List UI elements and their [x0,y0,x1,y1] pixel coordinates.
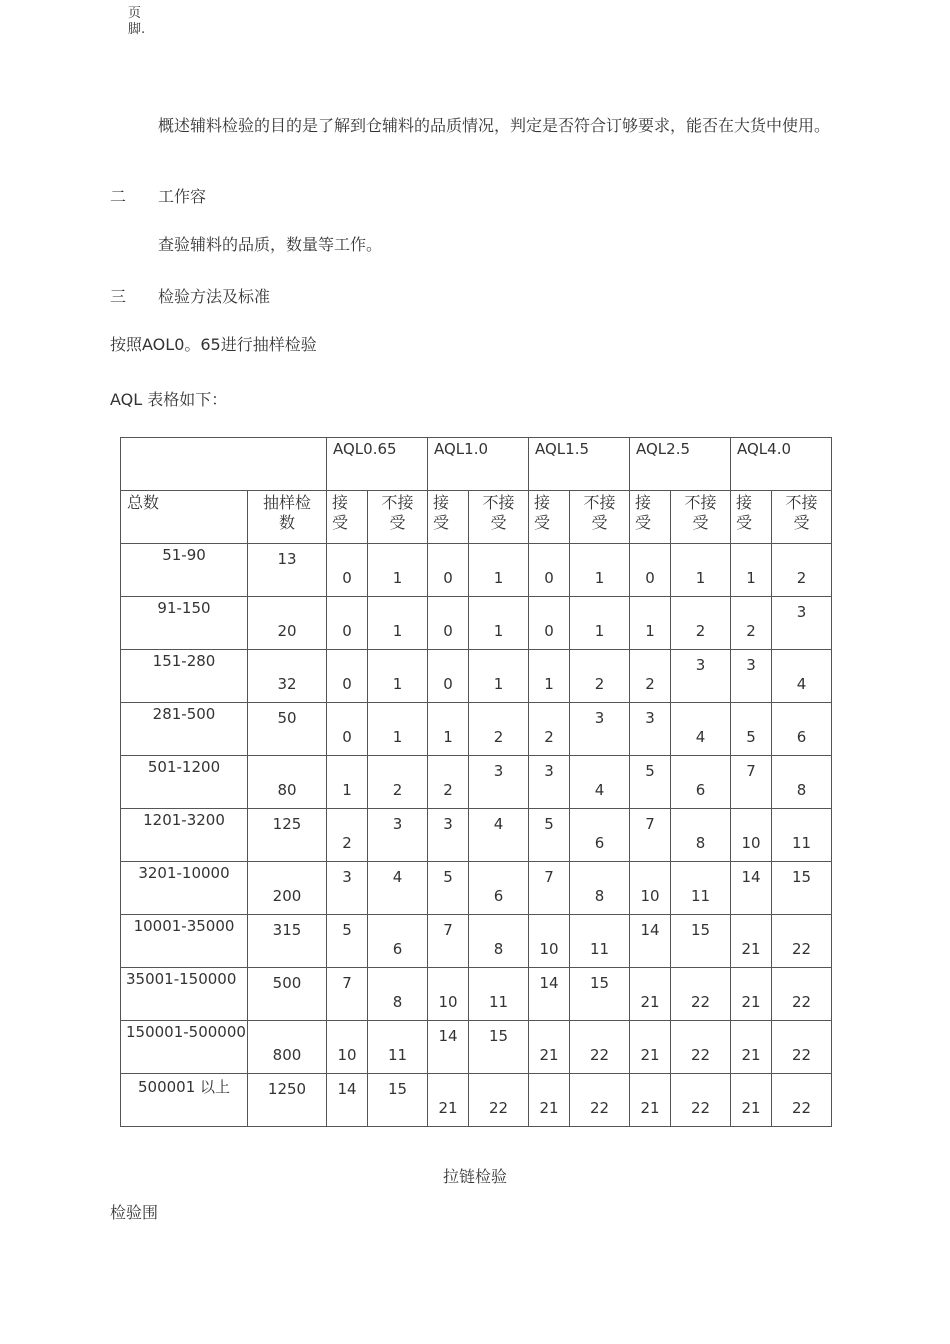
reject-value-cell: 11 [671,862,731,915]
aql-corner-cell [121,438,327,491]
footer-mark-line-2: 脚. [128,22,146,37]
aql-column-header-row [121,491,832,544]
accept-value-cell: 21 [731,968,772,1021]
accept-value-cell: 21 [630,1074,671,1127]
lot-size-cell: 91-150 [121,597,248,650]
aql-note-prefix: 按照 [110,335,143,354]
aql-table-row [121,756,832,809]
aql-table-row [121,544,832,597]
sample-size-cell: 500 [248,968,327,1021]
reject-value-cell: 22 [671,968,731,1021]
reject-value-cell: 15 [469,1021,529,1074]
reject-value-cell: 3 [772,597,832,650]
accept-value-cell: 21 [630,968,671,1021]
lot-size-cell: 10001-35000 [121,915,248,968]
aql-intro-code: AQL [110,390,143,409]
reject-value-cell: 22 [671,1074,731,1127]
accept-value-cell: 1 [327,756,368,809]
sample-size-cell: 1250 [248,1074,327,1127]
reject-header: 不接受 [671,491,731,544]
reject-header: 不接受 [469,491,529,544]
accept-value-cell: 14 [327,1074,368,1127]
reject-value-cell: 4 [570,756,630,809]
lot-size-cell: 51-90 [121,544,248,597]
aql-level-0.65: AQL0.65 [327,438,428,491]
accept-value-cell: 7 [529,862,570,915]
lot-size-cell: 151-280 [121,650,248,703]
accept-header: 接受 [630,491,671,544]
reject-value-cell: 4 [772,650,832,703]
lot-size-cell: 500001 以上 [121,1074,248,1127]
reject-value-cell: 2 [368,756,428,809]
reject-value-cell: 15 [570,968,630,1021]
accept-value-cell: 7 [327,968,368,1021]
accept-value-cell: 7 [630,809,671,862]
accept-value-cell: 5 [428,862,469,915]
reject-value-cell: 22 [772,968,832,1021]
accept-value-cell: 3 [529,756,570,809]
reject-value-cell: 1 [570,597,630,650]
reject-value-cell: 8 [368,968,428,1021]
reject-value-cell: 6 [570,809,630,862]
accept-value-cell: 0 [529,597,570,650]
reject-value-cell: 3 [570,703,630,756]
reject-value-cell: 6 [772,703,832,756]
accept-header: 接受 [327,491,368,544]
reject-value-cell: 4 [671,703,731,756]
reject-value-cell: 6 [671,756,731,809]
reject-value-cell: 11 [772,809,832,862]
accept-value-cell: 0 [327,650,368,703]
aql-table-row [121,862,832,915]
section-2-title: 工作容 [158,187,207,206]
total-header: 总数 [121,491,248,544]
accept-value-cell: 2 [731,597,772,650]
sample-size-cell: 13 [248,544,327,597]
accept-value-cell: 1 [529,650,570,703]
accept-value-cell: 2 [529,703,570,756]
accept-header: 接受 [731,491,772,544]
reject-value-cell: 2 [772,544,832,597]
reject-value-cell: 22 [570,1074,630,1127]
aql-intro-suffix: 表格如下： [147,390,228,409]
aql-table-row [121,597,832,650]
inspection-scope-label: 检验围 [110,1203,159,1222]
accept-value-cell: 2 [630,650,671,703]
sample-size-cell: 20 [248,597,327,650]
accept-value-cell: 1 [428,703,469,756]
accept-value-cell: 5 [529,809,570,862]
accept-value-cell: 5 [327,915,368,968]
aql-table-row [121,915,832,968]
sample-header: 抽样检数 [248,491,327,544]
accept-value-cell: 0 [630,544,671,597]
accept-value-cell: 1 [731,544,772,597]
section-2-number: 二 [110,187,127,206]
sample-size-cell: 315 [248,915,327,968]
accept-value-cell: 2 [327,809,368,862]
sample-size-cell: 80 [248,756,327,809]
reject-value-cell: 1 [368,544,428,597]
reject-value-cell: 22 [671,1021,731,1074]
accept-value-cell: 0 [428,544,469,597]
accept-value-cell: 2 [428,756,469,809]
reject-value-cell: 2 [671,597,731,650]
accept-value-cell: 14 [630,915,671,968]
reject-value-cell: 1 [469,544,529,597]
sample-size-cell: 32 [248,650,327,703]
accept-value-cell: 10 [731,809,772,862]
lot-size-cell: 281-500 [121,703,248,756]
zipper-inspection-title: 拉链检验 [442,1167,507,1186]
accept-value-cell: 10 [327,1021,368,1074]
accept-value-cell: 14 [428,1021,469,1074]
reject-value-cell: 8 [671,809,731,862]
accept-value-cell: 0 [327,703,368,756]
reject-value-cell: 2 [570,650,630,703]
reject-value-cell: 15 [368,1074,428,1127]
sample-size-cell: 50 [248,703,327,756]
reject-header: 不接受 [570,491,630,544]
reject-value-cell: 3 [469,756,529,809]
lot-size-cell: 1201-3200 [121,809,248,862]
scope-paragraph: 查验辅料的品质，数量等工作。 [158,235,383,254]
accept-value-cell: 3 [630,703,671,756]
accept-value-cell: 10 [630,862,671,915]
accept-value-cell: 21 [529,1074,570,1127]
reject-value-cell: 8 [772,756,832,809]
accept-value-cell: 21 [630,1021,671,1074]
lot-size-cell: 35001-150000 [121,968,248,1021]
accept-value-cell: 5 [630,756,671,809]
reject-value-cell: 22 [772,915,832,968]
reject-header: 不接受 [368,491,428,544]
accept-value-cell: 21 [731,1021,772,1074]
aql-table [120,437,832,1127]
accept-value-cell: 0 [327,544,368,597]
reject-value-cell: 22 [772,1074,832,1127]
accept-value-cell: 21 [428,1074,469,1127]
reject-value-cell: 1 [368,650,428,703]
accept-value-cell: 21 [731,1074,772,1127]
accept-header: 接受 [428,491,469,544]
footer-mark-line-1: 页 [128,6,142,21]
accept-value-cell: 3 [428,809,469,862]
accept-value-cell: 21 [529,1021,570,1074]
aql-note-code: AOL0。65 [142,335,221,354]
section-3-number: 三 [110,287,127,306]
reject-value-cell: 8 [570,862,630,915]
footer-mark [128,6,145,38]
accept-value-cell: 3 [731,650,772,703]
aql-table-intro [110,389,227,410]
accept-value-cell: 7 [428,915,469,968]
sample-size-cell: 200 [248,862,327,915]
accept-value-cell: 1 [630,597,671,650]
accept-value-cell: 7 [731,756,772,809]
accept-value-cell: 5 [731,703,772,756]
reject-value-cell: 4 [368,862,428,915]
aql-table-row [121,809,832,862]
aql-level-4.0: AQL4.0 [731,438,832,491]
aql-table-row [121,1021,832,1074]
aql-level-1.5: AQL1.5 [529,438,630,491]
lot-size-cell: 501-1200 [121,756,248,809]
accept-value-cell: 3 [327,862,368,915]
reject-value-cell: 22 [469,1074,529,1127]
intro-paragraph: 概述辅料检验的目的是了解到仓辅料的品质情况，判定是否符合订够要求，能否在大货中使用。 [158,116,831,135]
reject-value-cell: 4 [469,809,529,862]
accept-header: 接受 [529,491,570,544]
aql-table-row [121,1074,832,1127]
reject-value-cell: 22 [772,1021,832,1074]
aql-level-header-row [121,438,832,491]
aql-note-suffix: 进行抽样检验 [220,335,317,354]
lot-size-cell: 3201-10000 [121,862,248,915]
reject-value-cell: 22 [570,1021,630,1074]
sample-size-cell: 125 [248,809,327,862]
aql-table-row [121,650,832,703]
accept-value-cell: 10 [529,915,570,968]
aql-level-2.5: AQL2.5 [630,438,731,491]
reject-value-cell: 1 [469,650,529,703]
reject-value-cell: 1 [368,703,428,756]
accept-value-cell: 10 [428,968,469,1021]
reject-value-cell: 15 [671,915,731,968]
reject-value-cell: 11 [570,915,630,968]
accept-value-cell: 0 [428,650,469,703]
accept-value-cell: 0 [529,544,570,597]
aql-sampling-note [110,334,317,355]
sample-size-cell: 800 [248,1021,327,1074]
reject-header: 不接受 [772,491,832,544]
accept-value-cell: 0 [327,597,368,650]
lot-size-cell: 150001-500000 [121,1021,248,1074]
reject-value-cell: 1 [671,544,731,597]
reject-value-cell: 6 [469,862,529,915]
accept-value-cell: 14 [731,862,772,915]
reject-value-cell: 2 [469,703,529,756]
reject-value-cell: 1 [469,597,529,650]
aql-level-1.0: AQL1.0 [428,438,529,491]
reject-value-cell: 1 [570,544,630,597]
reject-value-cell: 1 [368,597,428,650]
reject-value-cell: 3 [671,650,731,703]
accept-value-cell: 14 [529,968,570,1021]
accept-value-cell: 0 [428,597,469,650]
reject-value-cell: 11 [368,1021,428,1074]
reject-value-cell: 3 [368,809,428,862]
reject-value-cell: 8 [469,915,529,968]
section-3-title: 检验方法及标准 [158,287,271,306]
reject-value-cell: 11 [469,968,529,1021]
reject-value-cell: 6 [368,915,428,968]
accept-value-cell: 21 [731,915,772,968]
aql-table-row [121,703,832,756]
aql-table-row [121,968,832,1021]
reject-value-cell: 15 [772,862,832,915]
